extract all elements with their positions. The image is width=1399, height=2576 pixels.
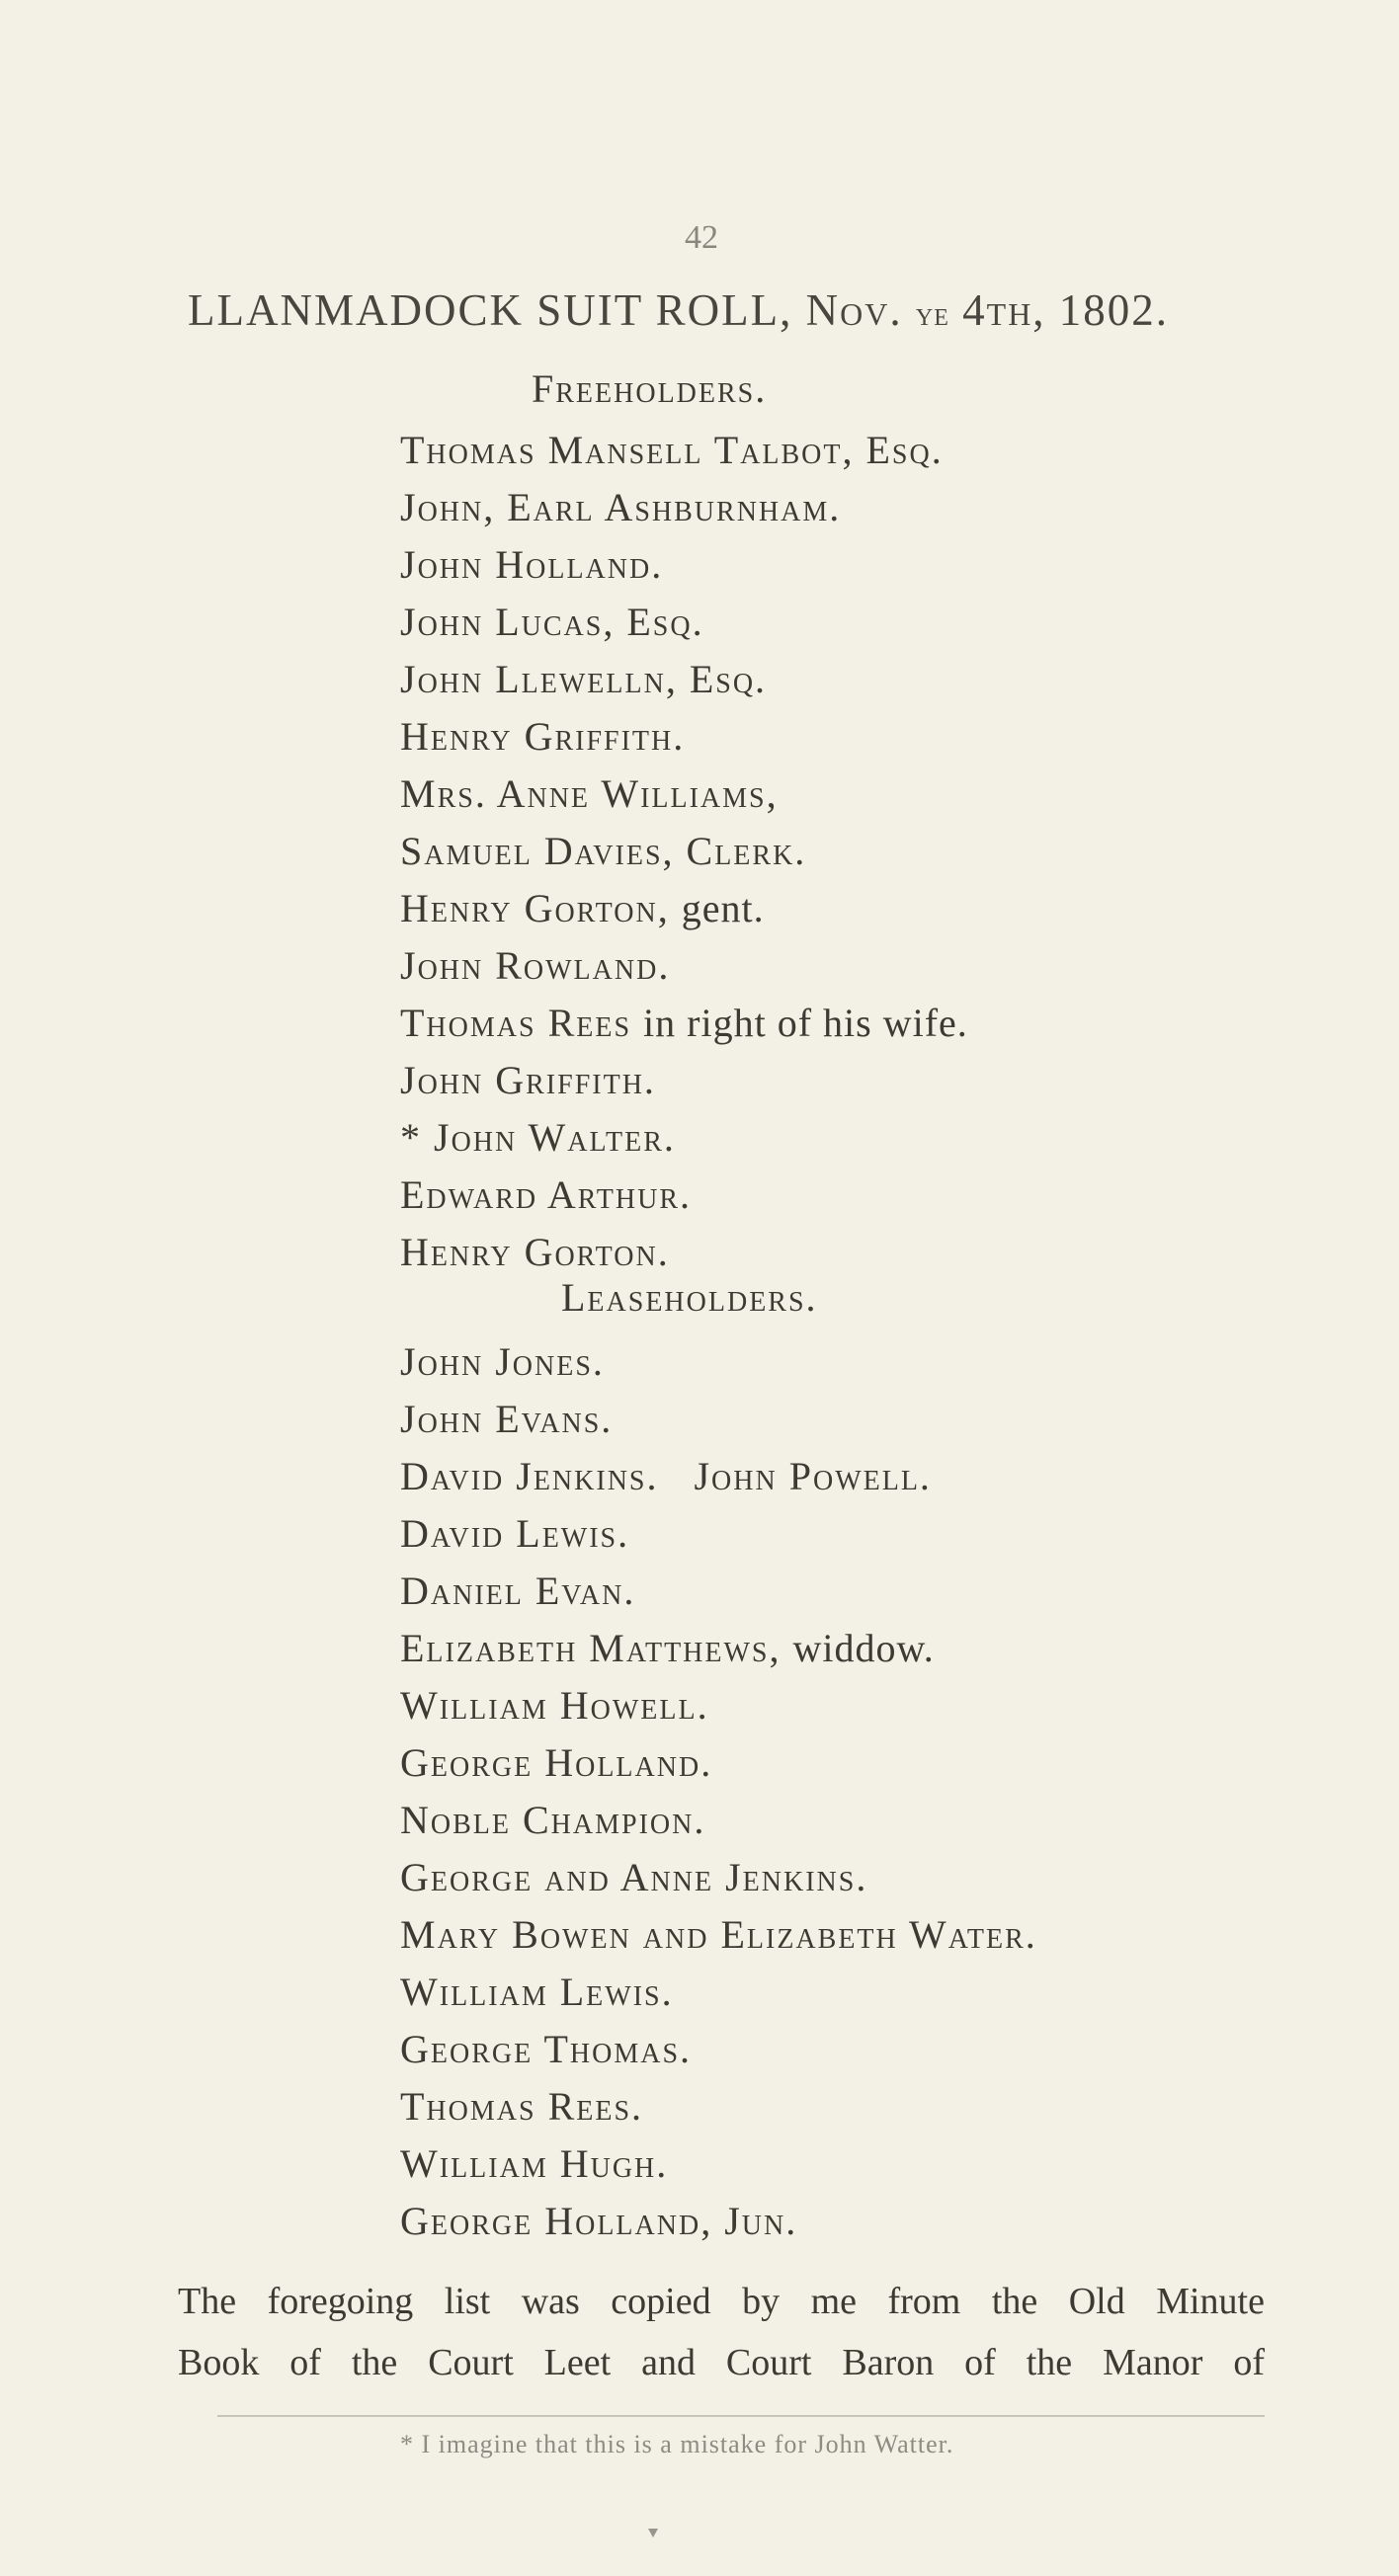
list-item: Noble Champion. bbox=[400, 1798, 706, 1842]
list-item: David Lewis. bbox=[400, 1511, 630, 1556]
list-item: George Holland, Jun. bbox=[400, 2199, 798, 2243]
list-item: David Jenkins. John Powell. bbox=[400, 1454, 932, 1498]
list-item: John Llewelln, Esq. bbox=[400, 657, 768, 701]
page-number: 42 bbox=[685, 219, 718, 256]
list-item: William Hugh. bbox=[400, 2141, 669, 2186]
list-item: Edward Arthur. bbox=[400, 1172, 692, 1217]
list-item: Daniel Evan. bbox=[400, 1569, 636, 1613]
list-item: Thomas Mansell Talbot, Esq. bbox=[400, 428, 944, 472]
list-item: Henry Gorton. bbox=[400, 1230, 670, 1274]
list-item: Thomas Rees in right of his wife. bbox=[400, 1001, 968, 1045]
list-item: Mrs. Anne Williams, bbox=[400, 771, 779, 816]
list-item: John Griffith. bbox=[400, 1058, 656, 1102]
list-item: Mary Bowen and Elizabeth Water. bbox=[400, 1912, 1037, 1957]
list-item: John Evans. bbox=[400, 1397, 614, 1441]
paragraph-line: The foregoing list was copied by me from the Old Minute bbox=[178, 2281, 1265, 2322]
list-item: Samuel Davies, Clerk. bbox=[400, 829, 807, 873]
list-item: William Howell. bbox=[400, 1683, 709, 1728]
list-item: Henry Gorton, gent. bbox=[400, 886, 765, 930]
list-item: Thomas Rees. bbox=[400, 2084, 644, 2129]
freeholders-heading: Freeholders. bbox=[532, 366, 768, 411]
list-item: John Holland. bbox=[400, 542, 664, 587]
list-item: George and Anne Jenkins. bbox=[400, 1855, 868, 1899]
paragraph-line: Book of the Court Leet and Court Baron of the Manor of bbox=[178, 2342, 1265, 2383]
title-ye: ye bbox=[915, 296, 949, 333]
leaseholders-heading: Leaseholders. bbox=[561, 1275, 818, 1320]
list-item: John Rowland. bbox=[400, 943, 671, 988]
page-title bbox=[188, 284, 1304, 336]
list-item: George Holland. bbox=[400, 1740, 713, 1785]
printer-mark-icon bbox=[648, 2529, 658, 2537]
list-item: Elizabeth Matthews, widdow. bbox=[400, 1626, 935, 1670]
list-item: George Thomas. bbox=[400, 2027, 693, 2071]
list-item: * John Walter. bbox=[400, 1115, 676, 1160]
title-main: LLANMADOCK SUIT ROLL, Nov. bbox=[188, 285, 903, 335]
list-item: William Lewis. bbox=[400, 1970, 674, 2014]
list-item: John Jones. bbox=[400, 1339, 605, 1384]
list-item: Henry Griffith. bbox=[400, 714, 686, 759]
footnote-divider bbox=[217, 2415, 1265, 2417]
list-item: John, Earl Ashburnham. bbox=[400, 485, 842, 529]
title-date: 4th, 1802. bbox=[962, 285, 1170, 335]
list-item: John Lucas, Esq. bbox=[400, 600, 704, 644]
footnote: * I imagine that this is a mistake for John Watter. bbox=[400, 2430, 954, 2458]
